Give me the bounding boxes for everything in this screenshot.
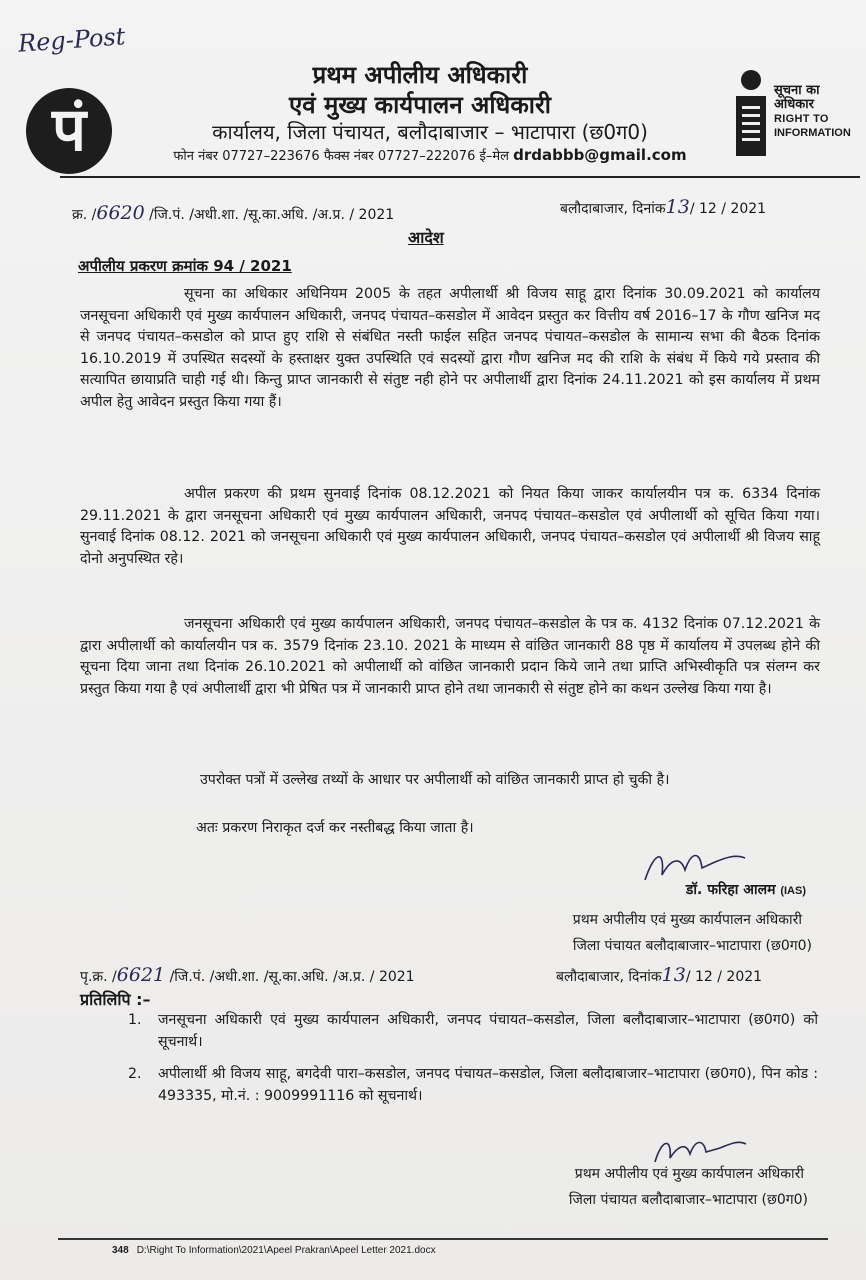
signatory-office: जिला पंचायत बलौदाबाजार–भाटापारा (छ0ग0) [572,938,812,954]
reference-number: क्र. /6620 /जि.पं. /अधी.शा. /सू.का.अधि. /अ.प्र. / 2021 [72,202,395,224]
panchayat-logo: पं [26,88,112,174]
footer-divider [58,1238,828,1240]
order-title: आदेश [408,228,444,247]
rti-icon [732,68,770,160]
paragraph-5: अतः प्रकरण निराकृत दर्ज कर नस्तीबद्ध किया जाता है। [196,820,474,836]
header-office-address: कार्यालय, जिला पंचायत, बलौदाबाजार – भाटापारा (छ0ग0) [212,120,648,144]
header-line-1: प्रथम अपीलीय अधिकारी [312,61,528,89]
footer-page-number: 348 [112,1245,129,1256]
copy-reference-number: पृ.क्र. /6621 /जि.पं. /अधी.शा. /सू.का.अधि. /अ.प्र. / 2021 [80,964,415,986]
handwritten-copy-ref-no: 6621 [116,964,166,986]
signatory-designation: प्रथम अपीलीय एवं मुख्य कार्यपालन अधिकारी [572,912,802,928]
handwritten-ref-day: 13 [665,196,690,218]
copy-to-label: प्रतिलिपि :– [80,990,151,1009]
copy-reference-date: बलौदाबाजार, दिनांक13/ 12 / 2021 [556,964,763,986]
header-contact [150,146,710,164]
handwritten-ref-no: 6620 [96,202,145,224]
signatory-designation-2: प्रथम अपीलीय एवं मुख्य कार्यपालन अधिकारी [574,1166,804,1182]
email-address: drdabbb@gmail.com [513,146,687,164]
rti-logo [732,68,862,160]
handwritten-reg-post-note: Reg-Post [17,22,127,58]
copy-recipient-1: 1. जनसूचना अधिकारी एवं मुख्य कार्यपालन अधिकारी, जनपद पंचायत–कसडोल, जिला बलौदाबाजार–भाटापारा (छ0ग0) को सूचनार्थ। [128,1012,818,1050]
paragraph-4: उपरोक्त पत्रों में उल्लेख तथ्यों के आधार पर अपीलार्थी को वांछित जानकारी प्राप्त हो चुकी है। [200,772,670,788]
rti-logo-text: सूचना का अधिकार RIGHT TO INFORMATION [774,83,851,139]
signatory-office-2: जिला पंचायत बलौदाबाजार–भाटापारा (छ0ग0) [568,1192,808,1208]
footer-file-path: 348 D:\Right To Information\2021\Apeel Prakran\Apeel Letter 2021.docx [112,1245,436,1256]
reference-date: बलौदाबाजार, दिनांक13/ 12 / 2021 [560,196,767,218]
contact-numbers: फोन नंबर 07727–223676 फैक्स नंबर 07727–222076 ई–मेल [173,149,509,164]
paragraph-2: अपील प्रकरण की प्रथम सुनवाई दिनांक 08.12.2021 को नियत किया जाकर कार्यालयीन पत्र क. 6334 दिनांक 29.11.2021 के द्वारा जनसूचना अधिकारी एवं मुख्य कार्यपालन अधिकारी, जनपद पंचायत–कसडोल एवं अपीलार्थी को सूचित किया गया। सुनवाई दिनांक 08.12. 2021 को जनसूचना अधिकारी एवं मुख्य कार्यपालन अधिकारी, जनपद पंचायत–कसडोल एवं अपीलार्थी श्री विजय साहू दोनो अनुपस्थित रहे। [80,486,820,567]
header-line-2: एवं मुख्य कार्यपालन अधिकारी [289,91,551,119]
case-number: अपीलीय प्रकरण क्रमांक 94 / 2021 [78,257,292,275]
paragraph-3: जनसूचना अधिकारी एवं मुख्य कार्यपालन अधिकारी, जनपद पंचायत–कसडोल के पत्र क. 4132 दिनांक 07.12.2021 के द्वारा अपीलार्थी को कार्यालयीन पत्र क. 3579 दिनांक 23.10. 2021 के माध्यम से वांछित जानकारी 88 पृष्ठ में कार्यालय में उपलब्ध होने की सूचना दिया जाना तथा दिनांक 26.10.2021 को अपीलार्थी को वांछित जानकारी प्रदान किये जाने तथा प्राप्ति अभिस्वीकृति पत्र संलग्न कर प्रस्तुत किया गया है एवं अपीलार्थी द्वारा भी प्रेषित पत्र में जानकारी प्राप्त होने तथा जानकारी से संतुष्ट होने का कथन उल्लेख किया गया है। [80,616,820,697]
paragraph-1: सूचना का अधिकार अधिनियम 2005 के तहत अपीलार्थी श्री विजय साहू द्वारा दिनांक 30.09.2021 को कार्यालय जनसूचना अधिकारी एवं मुख्य कार्यपालन अधिकारी, जनपद पंचायत–कसडोल में आवेदन प्रस्तुत कर वित्तीय वर्ष 2016–17 के गौण खनिज मद से जनपद पंचायत–कसडोल को प्राप्त हुए राशि से संबंधित नस्ती फाईल सहित जनपद पंचायत–कसडोल के सामान्य सभा की बैठक दिनांक 16.10.2019 में उपस्थित सदस्यों के हस्ताक्षर युक्त उपस्थिति एवं सदस्यों द्वारा गौण खनिज मद की राशि के संबंध में किये गये प्रस्ताव की सत्यापित छायाप्रति चाही गई थी। किन्तु प्राप्त जानकारी से संतुष्ट नही होने पर अपीलार्थी द्वारा दिनांक 24.11.2021 को इस कार्यालय में प्रथम अपील हेतु आवेदन प्रस्तुत किया गया हैं। [80,286,820,410]
header-divider [60,176,860,178]
signatory-name: डॉ. फरिहा आलम (IAS) [685,882,806,898]
handwritten-copy-day: 13 [661,964,686,986]
copy-recipient-2: 2. अपीलार्थी श्री विजय साहू, बगदेवी पारा–कसडोल, जनपद पंचायत–कसडोल, जिला बलौदाबाजार–भाटापारा (छ0ग0), पिन कोड : 493335, मो.नं. : 9009991116 को सूचनार्थ। [128,1066,818,1104]
